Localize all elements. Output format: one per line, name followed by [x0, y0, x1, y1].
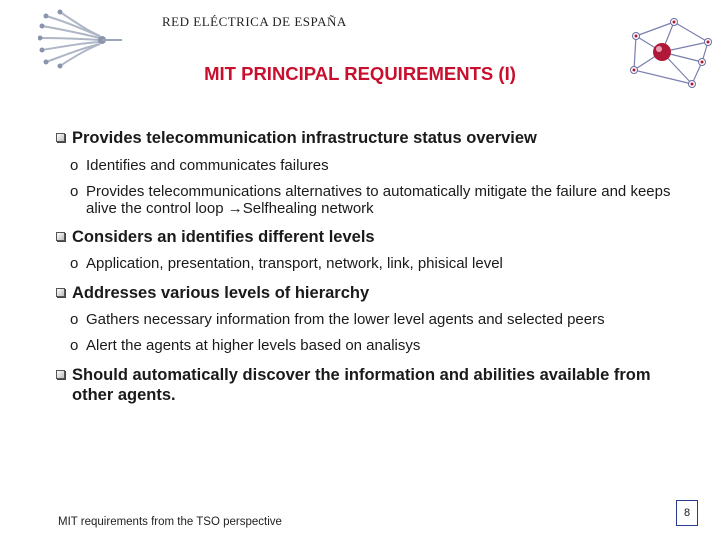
circle-bullet-icon: o	[70, 183, 79, 200]
circle-bullet-icon: o	[70, 255, 79, 272]
circle-bullet-icon: o	[70, 157, 79, 174]
sub-bullet-text: Application, presentation, transport, network, link, phisical level	[86, 255, 503, 272]
page-number: 8	[676, 500, 698, 526]
sub-bullet-2-1	[70, 255, 690, 273]
bullet-4	[56, 365, 686, 405]
company-name: RED ELÉCTRICA DE ESPAÑA	[162, 14, 347, 29]
bullet-text: Provides telecommunication infrastructure status overview	[72, 129, 537, 147]
bullet-text: Considers an identifies different levels	[72, 228, 375, 246]
bullet-1	[56, 128, 686, 148]
bullet-text: Addresses various levels of hierarchy	[72, 284, 370, 302]
sub-bullet-3-1	[70, 311, 690, 329]
circle-bullet-icon: o	[70, 311, 79, 328]
circle-bullet-icon: o	[70, 337, 79, 354]
sub-bullet-1-2	[70, 183, 690, 219]
square-bullet-icon	[56, 288, 65, 297]
sub-bullet-text: Identifies and communicates failures	[86, 157, 329, 174]
sub-bullet-3-2	[70, 337, 690, 355]
sub-bullet-text: Gathers necessary information from the lower level agents and selected peers	[86, 311, 605, 328]
footer-text: MIT requirements from the TSO perspective	[58, 516, 282, 528]
square-bullet-icon	[56, 133, 65, 142]
bullet-3	[56, 283, 686, 303]
square-bullet-icon	[56, 370, 65, 379]
slide-title: MIT PRINCIPAL REQUIREMENTS (I)	[204, 63, 516, 84]
bullet-2	[56, 227, 686, 247]
ree-logo-icon	[38, 8, 124, 70]
sub-bullet-text: Provides telecommunications alternatives to automatically mitigate the failure and keeps alive the control loop →Selfhealing network	[86, 183, 671, 217]
sub-bullet-1-1	[70, 157, 690, 175]
square-bullet-icon	[56, 232, 65, 241]
sub-bullet-text: Alert the agents at higher levels based on analisys	[86, 337, 421, 354]
bullet-text: Should automatically discover the information and abilities available from other agents.	[72, 366, 651, 404]
